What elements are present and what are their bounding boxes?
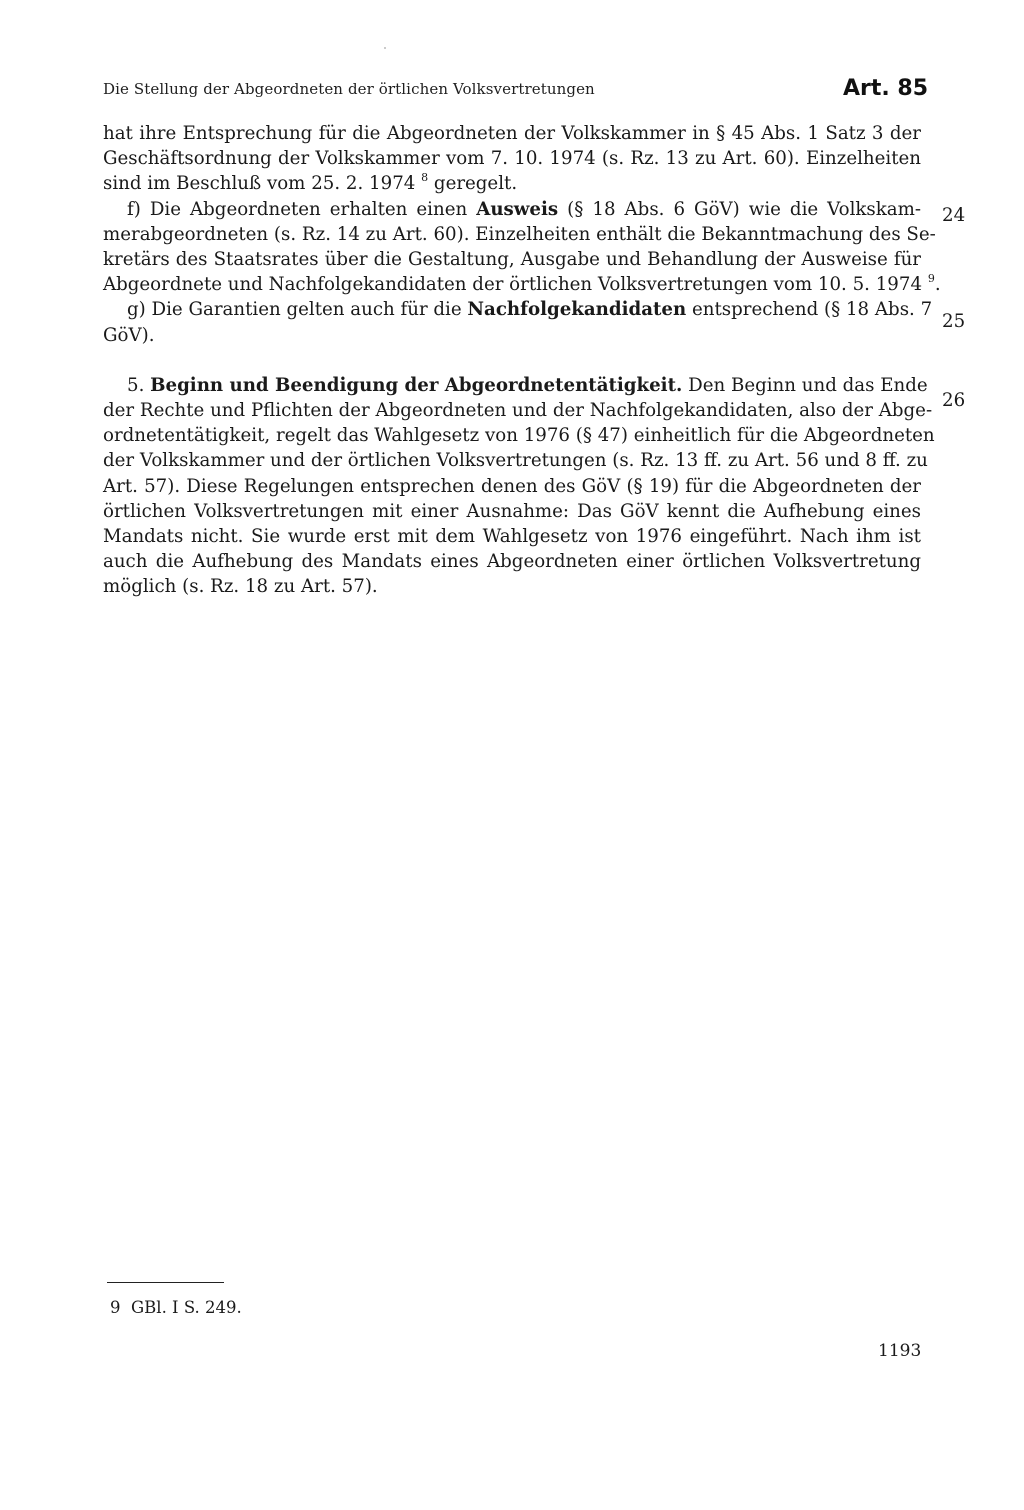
article-label: Art. 85 [843, 76, 929, 101]
text-segment: (§ 18 Abs. 6 GöV) wie die Volkskam- [558, 198, 922, 220]
body-text [103, 121, 941, 600]
margin-number-24: 24 [942, 205, 966, 226]
text-segment: geregelt. [428, 173, 518, 195]
text-segment: Abgeordnete und Nachfolgekandidaten der örtlichen Volksvertretungen vom 10. 5. 1974 [103, 274, 923, 296]
text-line: ordnetentätigkeit, regelt das Wahlgesetz von 1976 (§ 47) einheitlich für die Abgeordneten [103, 425, 935, 447]
paragraph-f [103, 197, 941, 298]
text-line [103, 272, 941, 297]
text-segment: sind im Beschluß vom 25. 2. 1974 [103, 173, 416, 195]
text-line [103, 171, 921, 196]
footnote-ref-9: 9 [927, 272, 935, 286]
text-line: merabgeordneten (s. Rz. 14 zu Art. 60). Einzelheiten enthält die Bekanntmachung des Se- [103, 223, 936, 245]
text-line [103, 373, 928, 398]
footnote-rule [107, 1282, 224, 1283]
text-line: der Volkskammer und der örtlichen Volksvertretungen (s. Rz. 13 ff. zu Art. 56 und 8 ff. zu [103, 450, 928, 472]
paragraph-continuation [103, 121, 921, 197]
keyword-nachfolgekandidaten: Nachfolgekandidaten [467, 299, 687, 321]
margin-number-25: 25 [942, 311, 966, 332]
text-line: kretärs des Staatsrates über die Gestaltung, Ausgabe und Behandlung der Ausweise für [103, 249, 921, 271]
scan-speck [384, 47, 386, 49]
text-line: auch die Aufhebung des Mandats eines Abgeordneten einer örtlichen Volksvertretung [103, 551, 921, 573]
running-header-title: Die Stellung der Abgeordneten der örtlichen Volksvertretungen [103, 80, 595, 98]
margin-number-26: 26 [942, 390, 966, 411]
text-line: hat ihre Entsprechung für die Abgeordneten der Volkskammer in § 45 Abs. 1 Satz 3 der [103, 123, 921, 144]
footnote-ref-8: 8 [421, 171, 429, 185]
keyword-ausweis: Ausweis [476, 198, 559, 220]
text-line: GöV). [103, 324, 155, 346]
section-5 [103, 373, 935, 600]
text-line [103, 297, 933, 322]
text-segment: . [934, 274, 941, 296]
text-segment: Den Beginn und das Ende [682, 374, 928, 396]
text-line: der Rechte und Pflichten der Abgeordneten und der Nachfolgekandidaten, also der Abge- [103, 400, 933, 422]
text-line: Mandats nicht. Sie wurde erst mit dem Wahlgesetz von 1976 eingeführt. Nach ihm ist [103, 526, 921, 548]
footnote-9: 9 GBl. I S. 249. [110, 1298, 242, 1317]
paragraph-g [103, 297, 933, 347]
text-line [103, 197, 921, 222]
section-gap [103, 348, 921, 373]
text-line: Geschäftsordnung der Volkskammer vom 7. 10. 1974 (s. Rz. 13 zu Art. 60). Einzelheiten [103, 148, 921, 170]
text-line: örtlichen Volksvertretungen mit einer Ausnahme: Das GöV kennt die Aufhebung eines [103, 500, 921, 522]
text-line: Art. 57). Diese Regelungen entsprechen denen des GöV (§ 19) für die Abgeordneten der [103, 475, 921, 497]
text-segment: f) Die Abgeordneten erhalten einen [127, 198, 477, 220]
section-number: 5. [127, 374, 151, 396]
text-segment: entsprechend (§ 18 Abs. 7 [686, 299, 933, 321]
text-segment: g) Die Garantien gelten auch für die [127, 299, 468, 321]
section-heading: Beginn und Beendigung der Abgeordnetentätigkeit. [150, 374, 683, 396]
text-line: möglich (s. Rz. 18 zu Art. 57). [103, 576, 378, 598]
page-number: 1193 [878, 1341, 922, 1361]
